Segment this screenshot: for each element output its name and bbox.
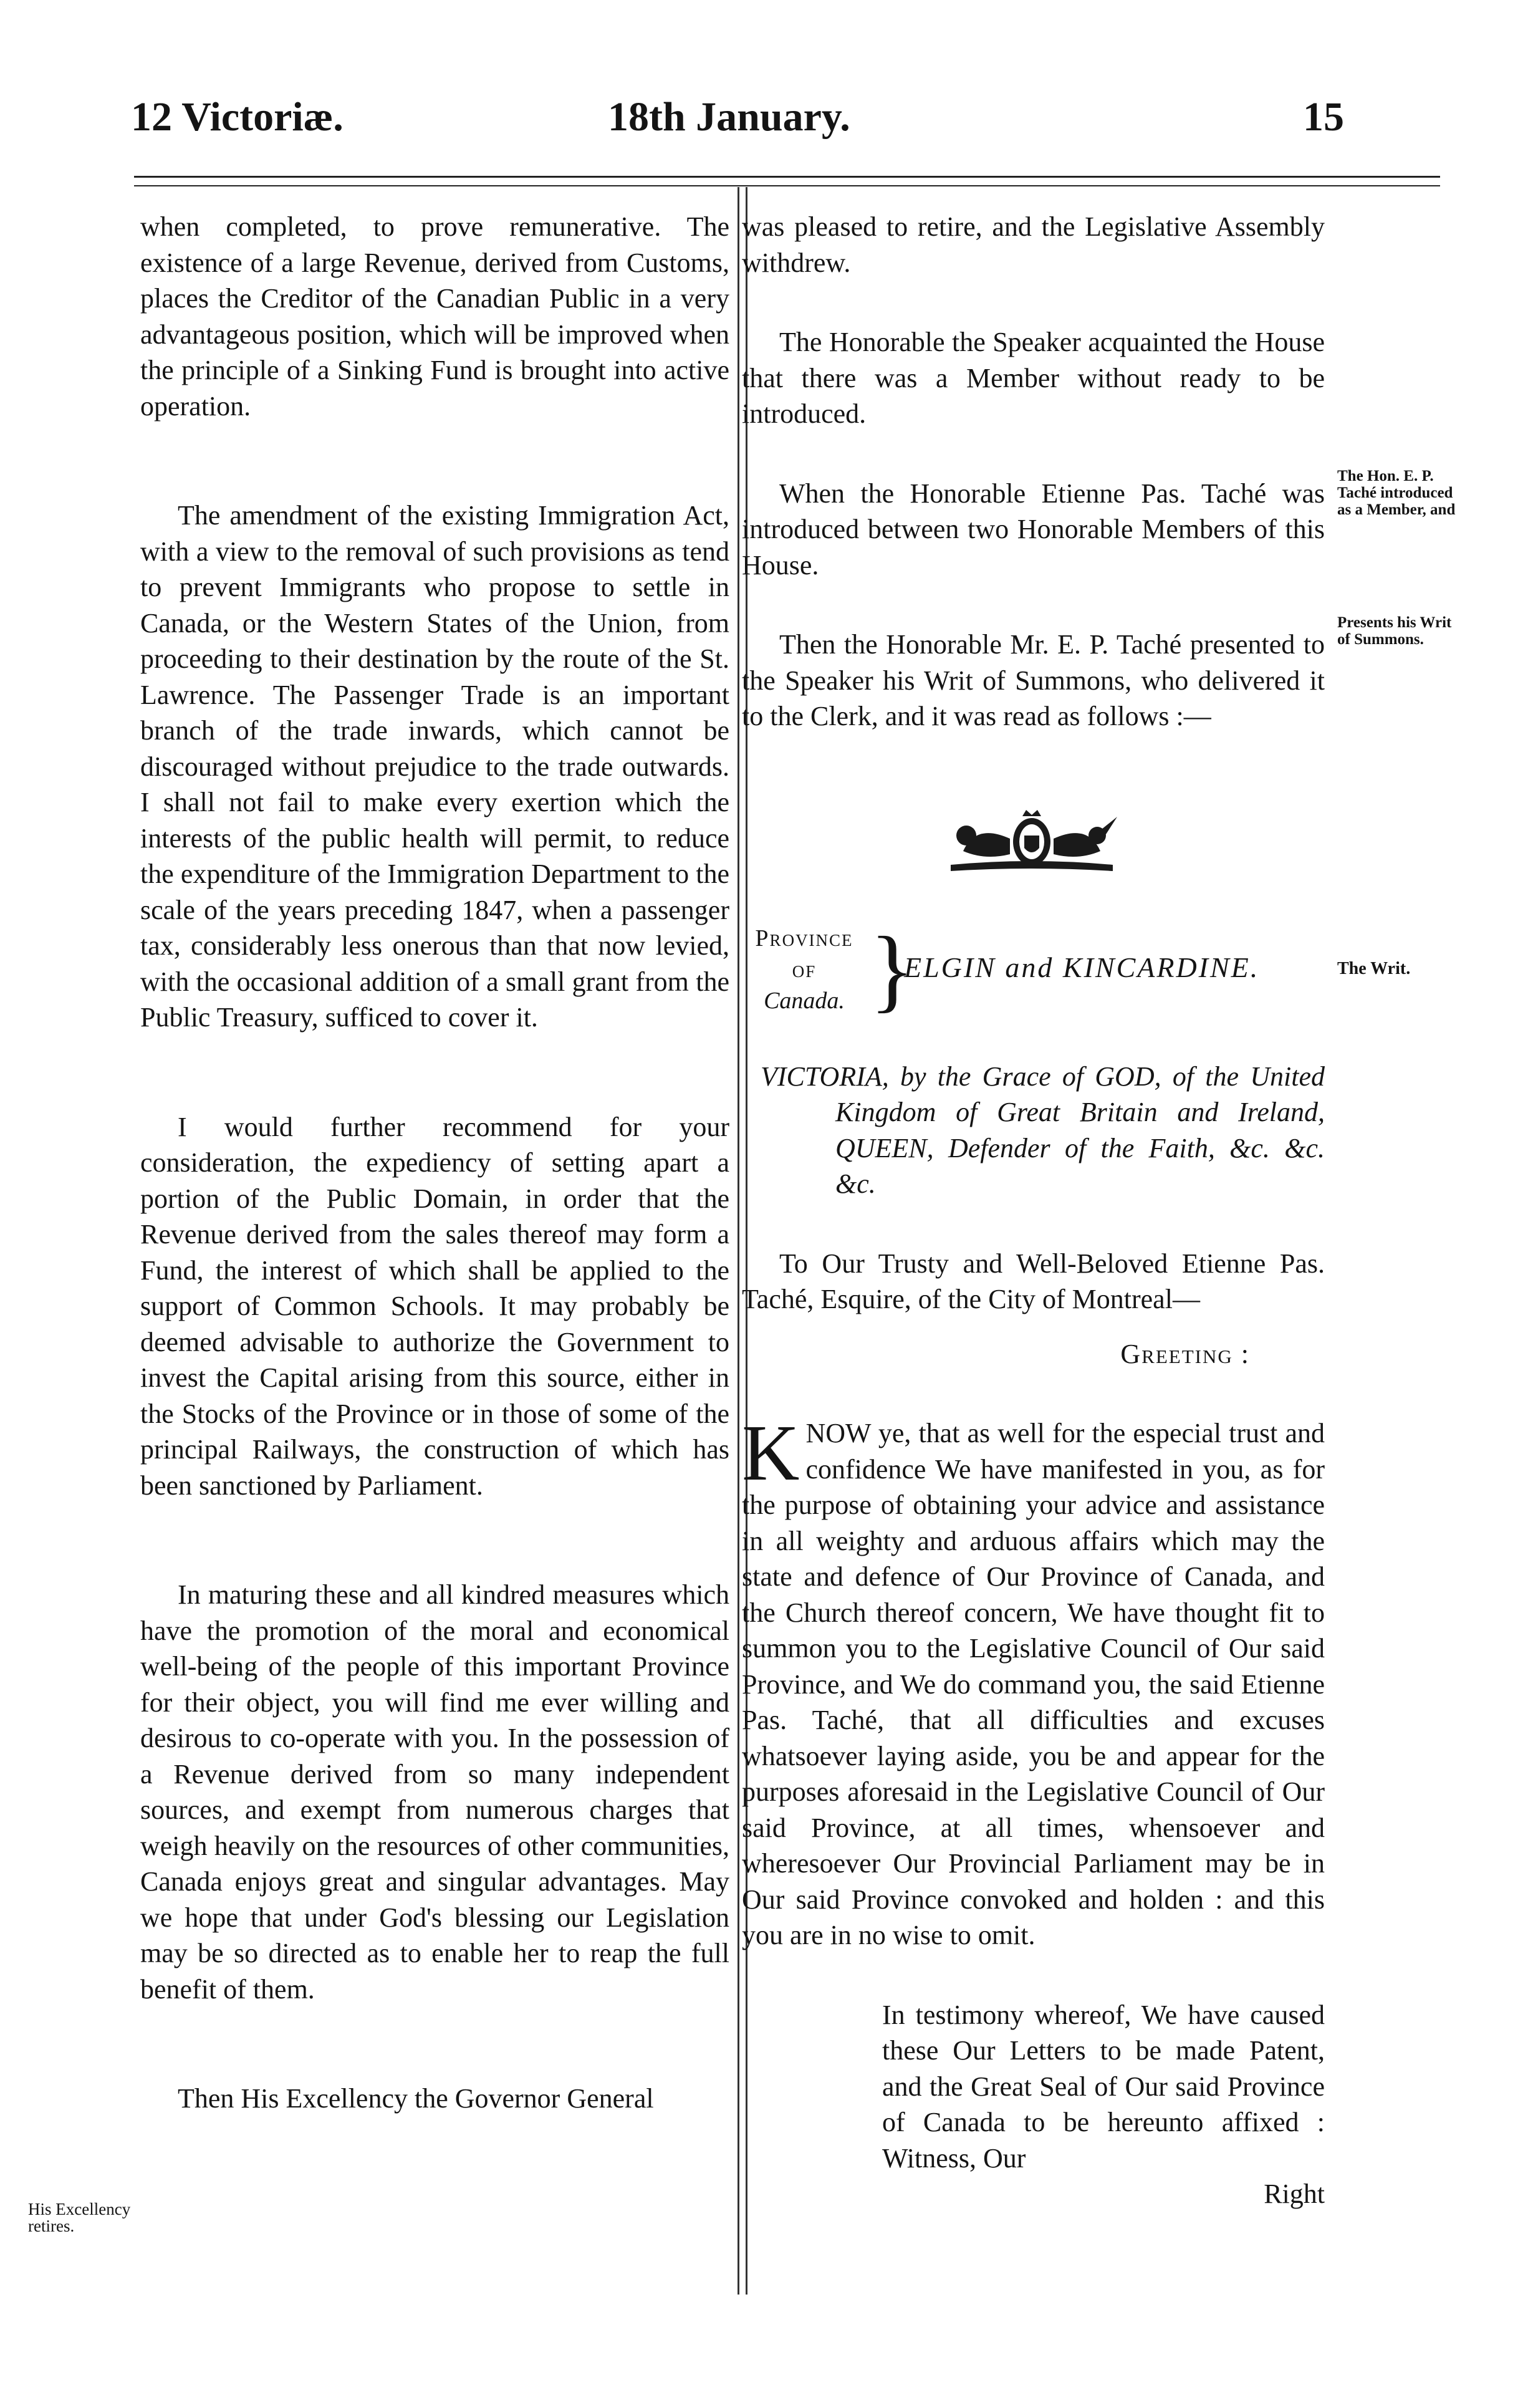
province-heading: [742, 918, 1340, 1021]
paragraph: When the Honorable Etienne Pas. Taché was introduced between two Honorable Members of this House.: [742, 478, 1325, 580]
victoria-title: VICTORIA, by the Grace of GOD, of the United Kingdom of Great Britain and Ireland, QUEEN, Defender of the Faith, &c. &c. &c.: [761, 1061, 1325, 1199]
province-word: Province: [755, 925, 853, 951]
right-column: [742, 209, 1325, 2212]
paragraph: Then His Excellency the Governor General: [178, 2083, 654, 2114]
running-date: 18th January.: [608, 94, 850, 140]
column-divider: [738, 187, 739, 2295]
address-line: To Our Trusty and Well-Beloved Etienne Pas. Taché, Esquire, of the City of Montreal—: [742, 1248, 1325, 1314]
paragraph: I would further recommend for your consideration, the expediency of setting apart a portion of the Public Domain, in order that the Revenue derived from the sales thereof may form a Fund, the interest of which shall be applied to the support of Common Schools. It may probably be deemed advisable to authorize the Government to invest the Capital arising from this source, either in the Stocks of the Province or in those of some of the principal Railways, the construction of which has been sanctioned by Parliament.: [140, 1111, 729, 1501]
paragraph: was pleased to retire, and the Legislative Assembly withdrew.: [742, 211, 1325, 278]
brace-icon: }: [870, 918, 915, 1021]
margin-note-writ-summons: Presents his Writ of Summons.: [1337, 614, 1452, 648]
constituency-name: ELGIN and KINCARDINE.: [904, 951, 1260, 983]
of-word: of: [792, 956, 817, 983]
testimony: In testimony whereof, We have caused these Our Letters to be made Patent, and the Great Seal of Our said Province of Canada to be hereunto affixed : Witness, Our: [882, 1999, 1325, 2174]
writ-body: [742, 1409, 1325, 1953]
paragraph: In maturing these and all kindred measures which have the promotion of the moral and economical well-being of the people of this important Province for their object, you will find me ever willing and desirous to co-operate with you. In the possession of a Revenue derived from so many independent sources, and exempt from numerous charges that weigh heavily on the resources of other communities, Canada enjoys great and singular advantages. May we hope that under God's blessing our Legislation may be so directed as to enable her to reap the full benefit of them.: [140, 1579, 729, 2005]
greeting: Greeting :: [1120, 1338, 1250, 1369]
paragraph: Then the Honorable Mr. E. P. Taché presented to the Speaker his Writ of Summons, who delivered it to the Clerk, and it was read as follows :—: [742, 629, 1325, 731]
margin-note-the-writ: The Writ.: [1337, 959, 1411, 978]
testimony-catchword: Right: [1264, 2179, 1325, 2209]
paragraph: The amendment of the existing Immigration Act, with a view to the removal of such provisions as tend to prevent Immigrants who propose to settle in Canada, or the Western States of the Union, from proceeding to their destination by the route of the St. Lawrence. The Passenger Trade is an important branch of the trade inwards, which cannot be discouraged without prejudice to the trade outwards. I shall not fail to make every exertion which the interests of the public health will permit, to reduce the expenditure of the Immigration Department to the scale of the years preceding 1847, when a passenger tax, considerably less onerous than that now levied, with the occasional addition of a small grant from the Public Treasury, sufficed to cover it.: [140, 500, 729, 1033]
running-header: [0, 94, 1528, 156]
header-rule: [134, 176, 1440, 178]
province-label: [742, 923, 867, 1016]
margin-note-retires: His Excellency retires.: [28, 2200, 131, 2235]
left-column: [140, 209, 729, 2117]
margin-note-introduced: The Hon. E. P. Taché introduced as a Member, and: [1337, 468, 1456, 518]
header-rule-thin: [134, 185, 1440, 186]
royal-coat-of-arms-icon: [938, 807, 1125, 876]
writ-text: NOW ye, that as well for the especial trust and confidence We have manifested in you, as for the purpose of obtaining your advice and assistance in all weighty and arduous affairs which may the state and defence of Our Province of Canada, and the Church thereof concern, We have thought fit to summon you to the Legislative Council of Our said Province, and We do command you, the said Etienne Pas. Taché, that all difficulties and excuses whatsoever laying aside, you be and appear for the purposes aforesaid in the Legislative Council of Our said Province, at all times, whensoever and wheresoever Our Provincial Parliament may be in Our said Province convoked and holden : and this you are in no wise to omit.: [742, 1418, 1325, 1950]
running-title-left: 12 Victoriæ.: [131, 94, 344, 140]
paragraph: The Honorable the Speaker acquainted the House that there was a Member without ready to be introduced.: [742, 327, 1325, 429]
paragraph: when completed, to prove remunerative. The existence of a large Revenue, derived from Customs, places the Creditor of the Canadian Public in a very advantageous position, which will be improved when the principle of a Sinking Fund is brought into active operation.: [140, 211, 729, 421]
drop-cap: K: [742, 1409, 800, 1497]
page-number: 15: [1303, 94, 1344, 140]
canada-word: Canada.: [764, 988, 845, 1014]
